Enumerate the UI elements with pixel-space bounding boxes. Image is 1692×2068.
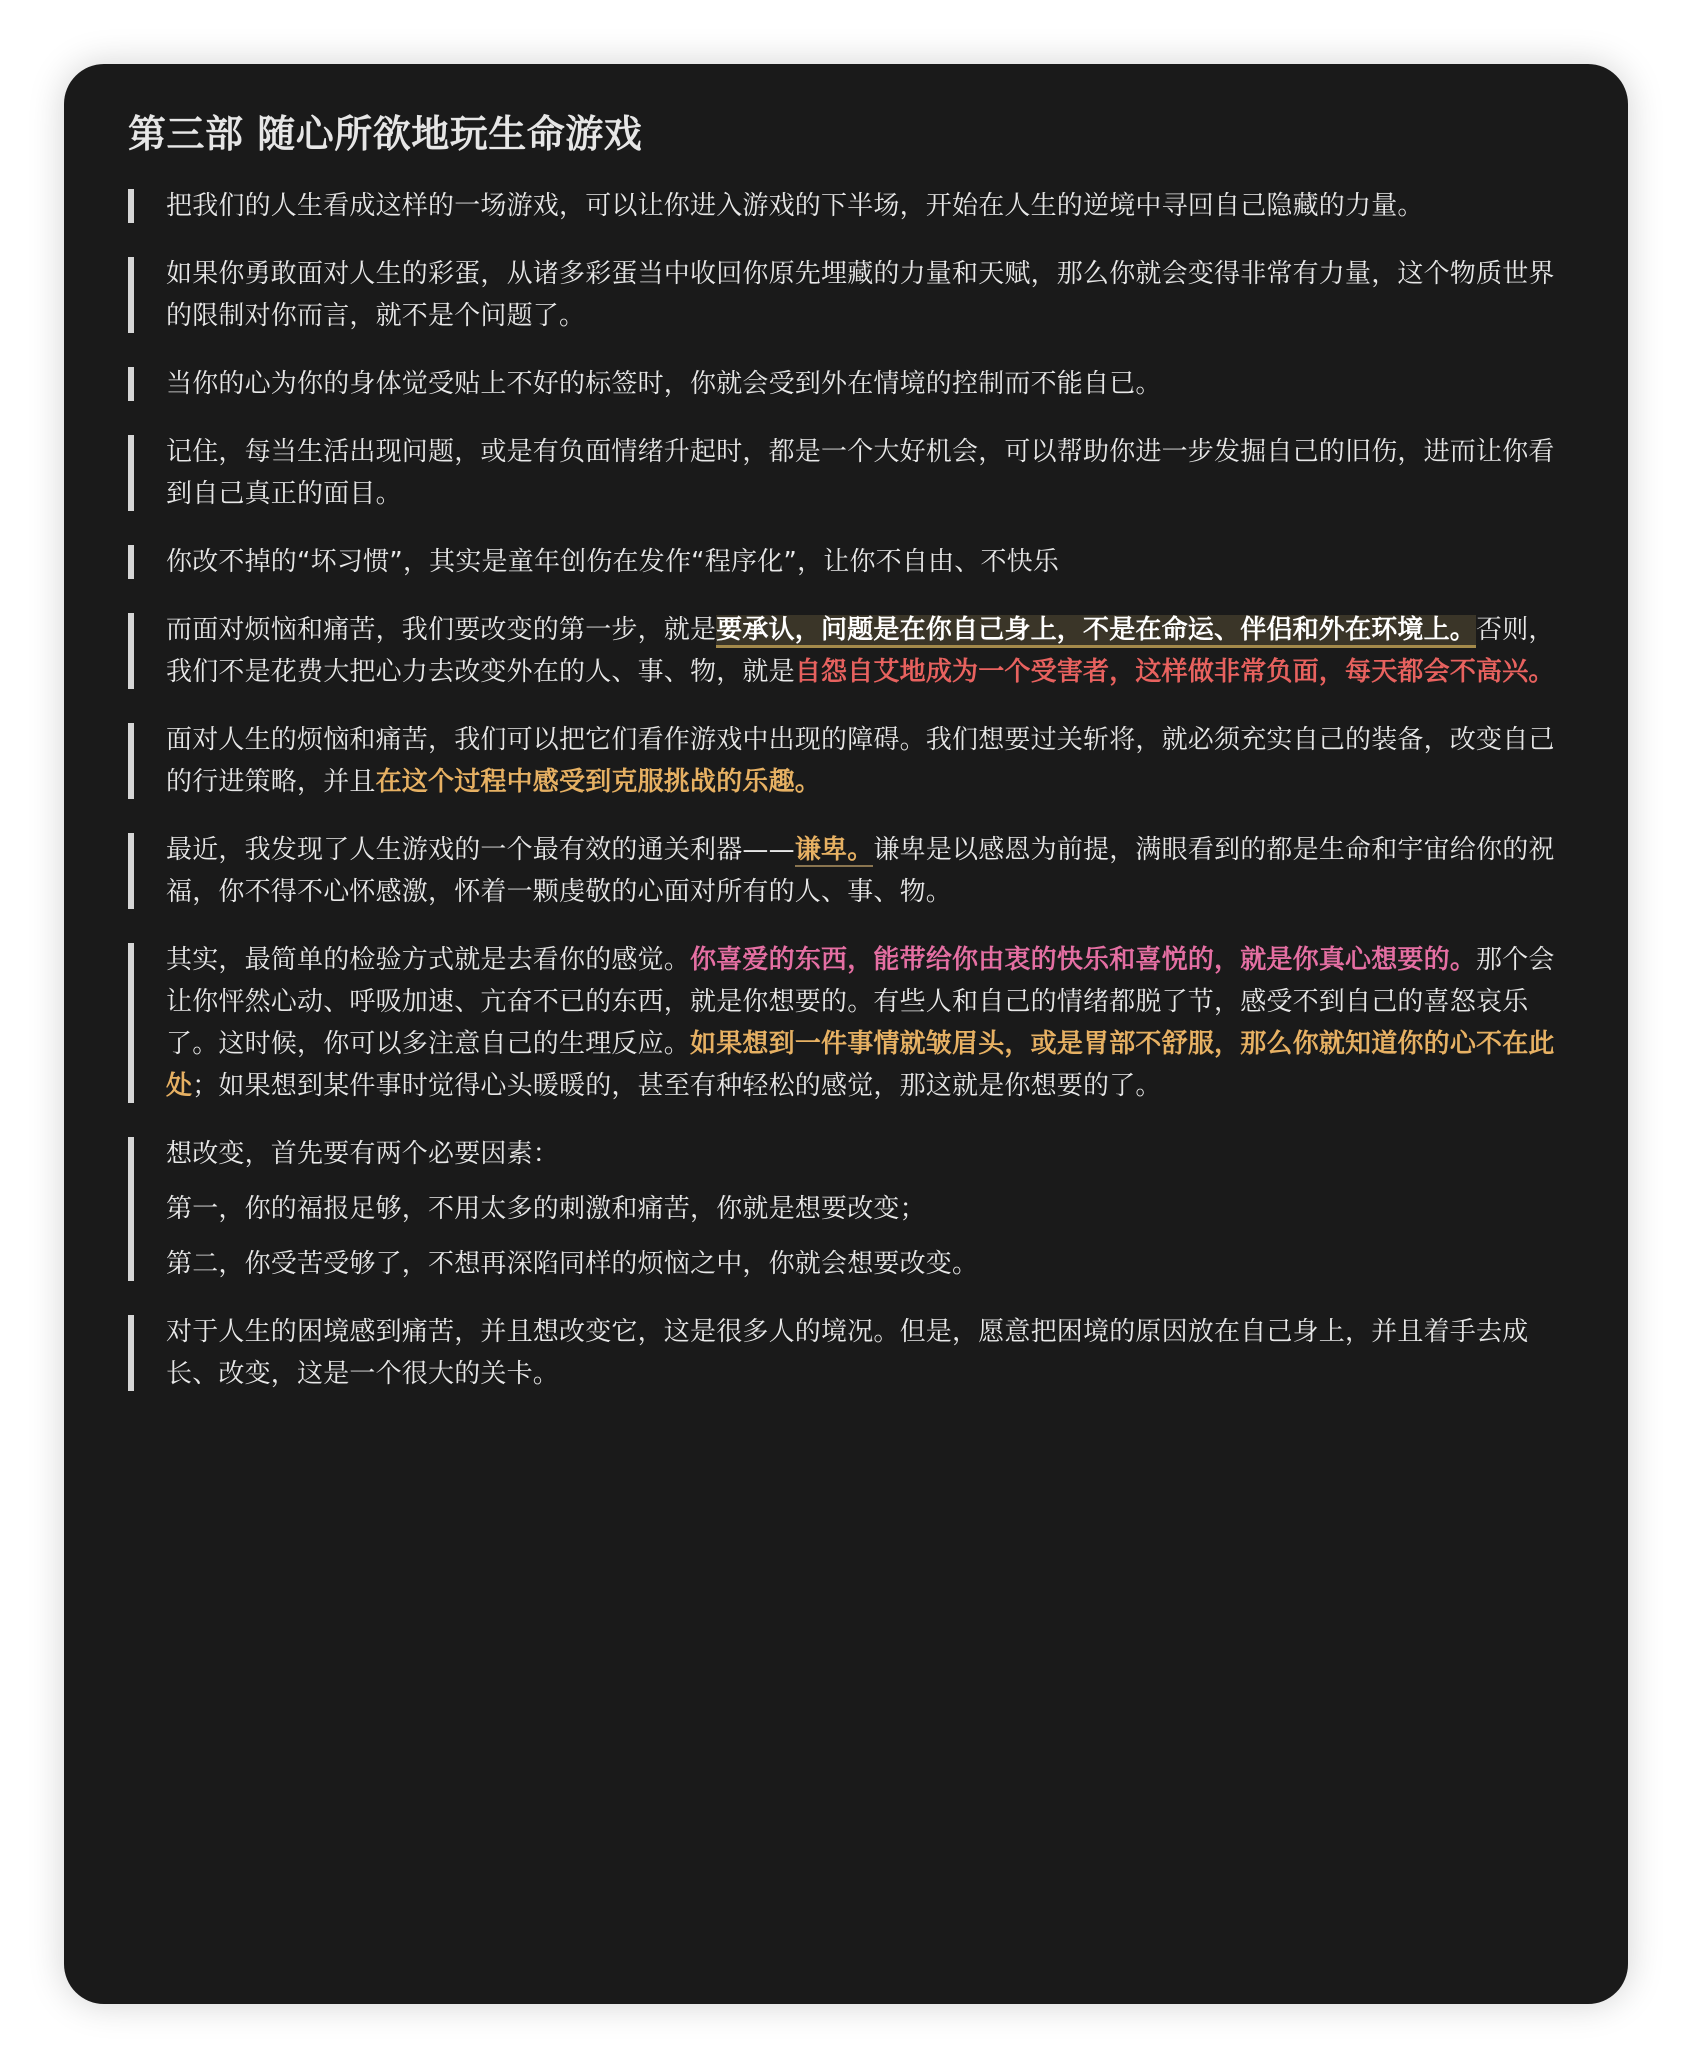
quote-text: 记住，每当生活出现问题，或是有负面情绪升起时，都是一个大好机会，可以帮助你进一步发掘自己的旧伤，进而让你看到自己真正的面目。 [166,437,1555,510]
quote-text: 把我们的人生看成这样的一场游戏，可以让你进入游戏的下半场，开始在人生的逆境中寻回自己隐藏的力量。 [166,191,1424,222]
highlight-gold: 在这个过程中感受到克服挑战的乐趣。 [375,767,822,798]
quote-text: 想改变，首先要有两个必要因素： [166,1139,560,1170]
quote-text: 面对人生的烦恼和痛苦，我们可以把它们看作游戏中出现的障碍。我们想要过关斩将，就必须充实自己的装备，改变自己的行进策略，并且在这个过程中感受到克服挑战的乐趣。 [166,725,1555,798]
blockquote-6 [128,609,1566,693]
quote-text: 第二，你受苦受够了，不想再深陷同样的烦恼之中，你就会想要改变。 [166,1249,979,1280]
highlight-gold: 谦卑。 [794,835,874,866]
quote-text: 其实，最简单的检验方式就是去看你的感觉。你喜爱的东西，能带给你由衷的快乐和喜悦的，就是你真心想要的。那个会让你怦然心动、呼吸加速、亢奋不已的东西，就是你想要的。有些人和自己的情绪都脱了节，感受不到自己的喜怒哀乐了。这时候，你可以多注意自己的生理反应。如果想到一件事情就皱眉头，或是胃部不舒服，那么你就知道你的心不在此处；如果想到某件事时觉得心头暖暖的，甚至有种轻松的感觉，那这就是你想要的了。 [166,945,1555,1102]
highlight-pink: 你喜爱的东西，能带给你由衷的快乐和喜悦的，就是你真心想要的。 [690,945,1477,976]
quote-text: 而面对烦恼和痛苦，我们要改变的第一步，就是要承认，问题是在你自己身上，不是在命运、伴侣和外在环境上。否则，我们不是花费大把心力去改变外在的人、事、物，就是自怨自艾地成为一个受害者，这样做非常负面，每天都会不高兴。 [166,615,1555,688]
highlight-bold: 要承认，问题是在你自己身上，不是在命运、伴侣和外在环境上。 [716,615,1476,648]
page-title: 第三部 随心所欲地玩生命游戏 [128,112,643,156]
quote-text: 当你的心为你的身体觉受贴上不好的标签时，你就会受到外在情境的控制而不能自已。 [166,369,1162,400]
quote-text: 你改不掉的“坏习惯”，其实是童年创伤在发作“程序化”，让你不自由、不快乐 [166,547,1060,578]
blockquote-4 [128,431,1566,515]
quote-text: 第一，你的福报足够，不用太多的刺激和痛苦，你就是想要改变； [166,1194,926,1225]
blockquote-10 [128,1133,1566,1285]
quote-text: 最近，我发现了人生游戏的一个最有效的通关利器——谦卑。谦卑是以感恩为前提，满眼看到的都是生命和宇宙给你的祝福，你不得不心怀感激，怀着一颗虔敬的心面对所有的人、事、物。 [166,835,1555,908]
blockquote-7 [128,719,1566,803]
blockquote-8 [128,829,1566,913]
blockquote-9 [128,939,1566,1107]
highlight-red: 自怨自艾地成为一个受害者，这样做非常负面，每天都会不高兴。 [794,657,1555,688]
highlight-gold: 如果想到一件事情就皱眉头，或是胃部不舒服，那么你就知道你的心不在此处 [166,1029,1555,1102]
blockquote-2 [128,253,1566,337]
blockquote-11 [128,1311,1566,1395]
blockquote-5 [128,541,1566,583]
quote-text: 如果你勇敢面对人生的彩蛋，从诸多彩蛋当中收回你原先埋藏的力量和天赋，那么你就会变得非常有力量，这个物质世界的限制对你而言，就不是个问题了。 [166,259,1555,332]
blockquote-1 [128,185,1566,227]
quote-text: 对于人生的困境感到痛苦，并且想改变它，这是很多人的境况。但是，愿意把困境的原因放在自己身上，并且着手去成长、改变，这是一个很大的关卡。 [166,1317,1529,1390]
blockquote-3 [128,363,1566,405]
note-card [64,64,1628,2004]
